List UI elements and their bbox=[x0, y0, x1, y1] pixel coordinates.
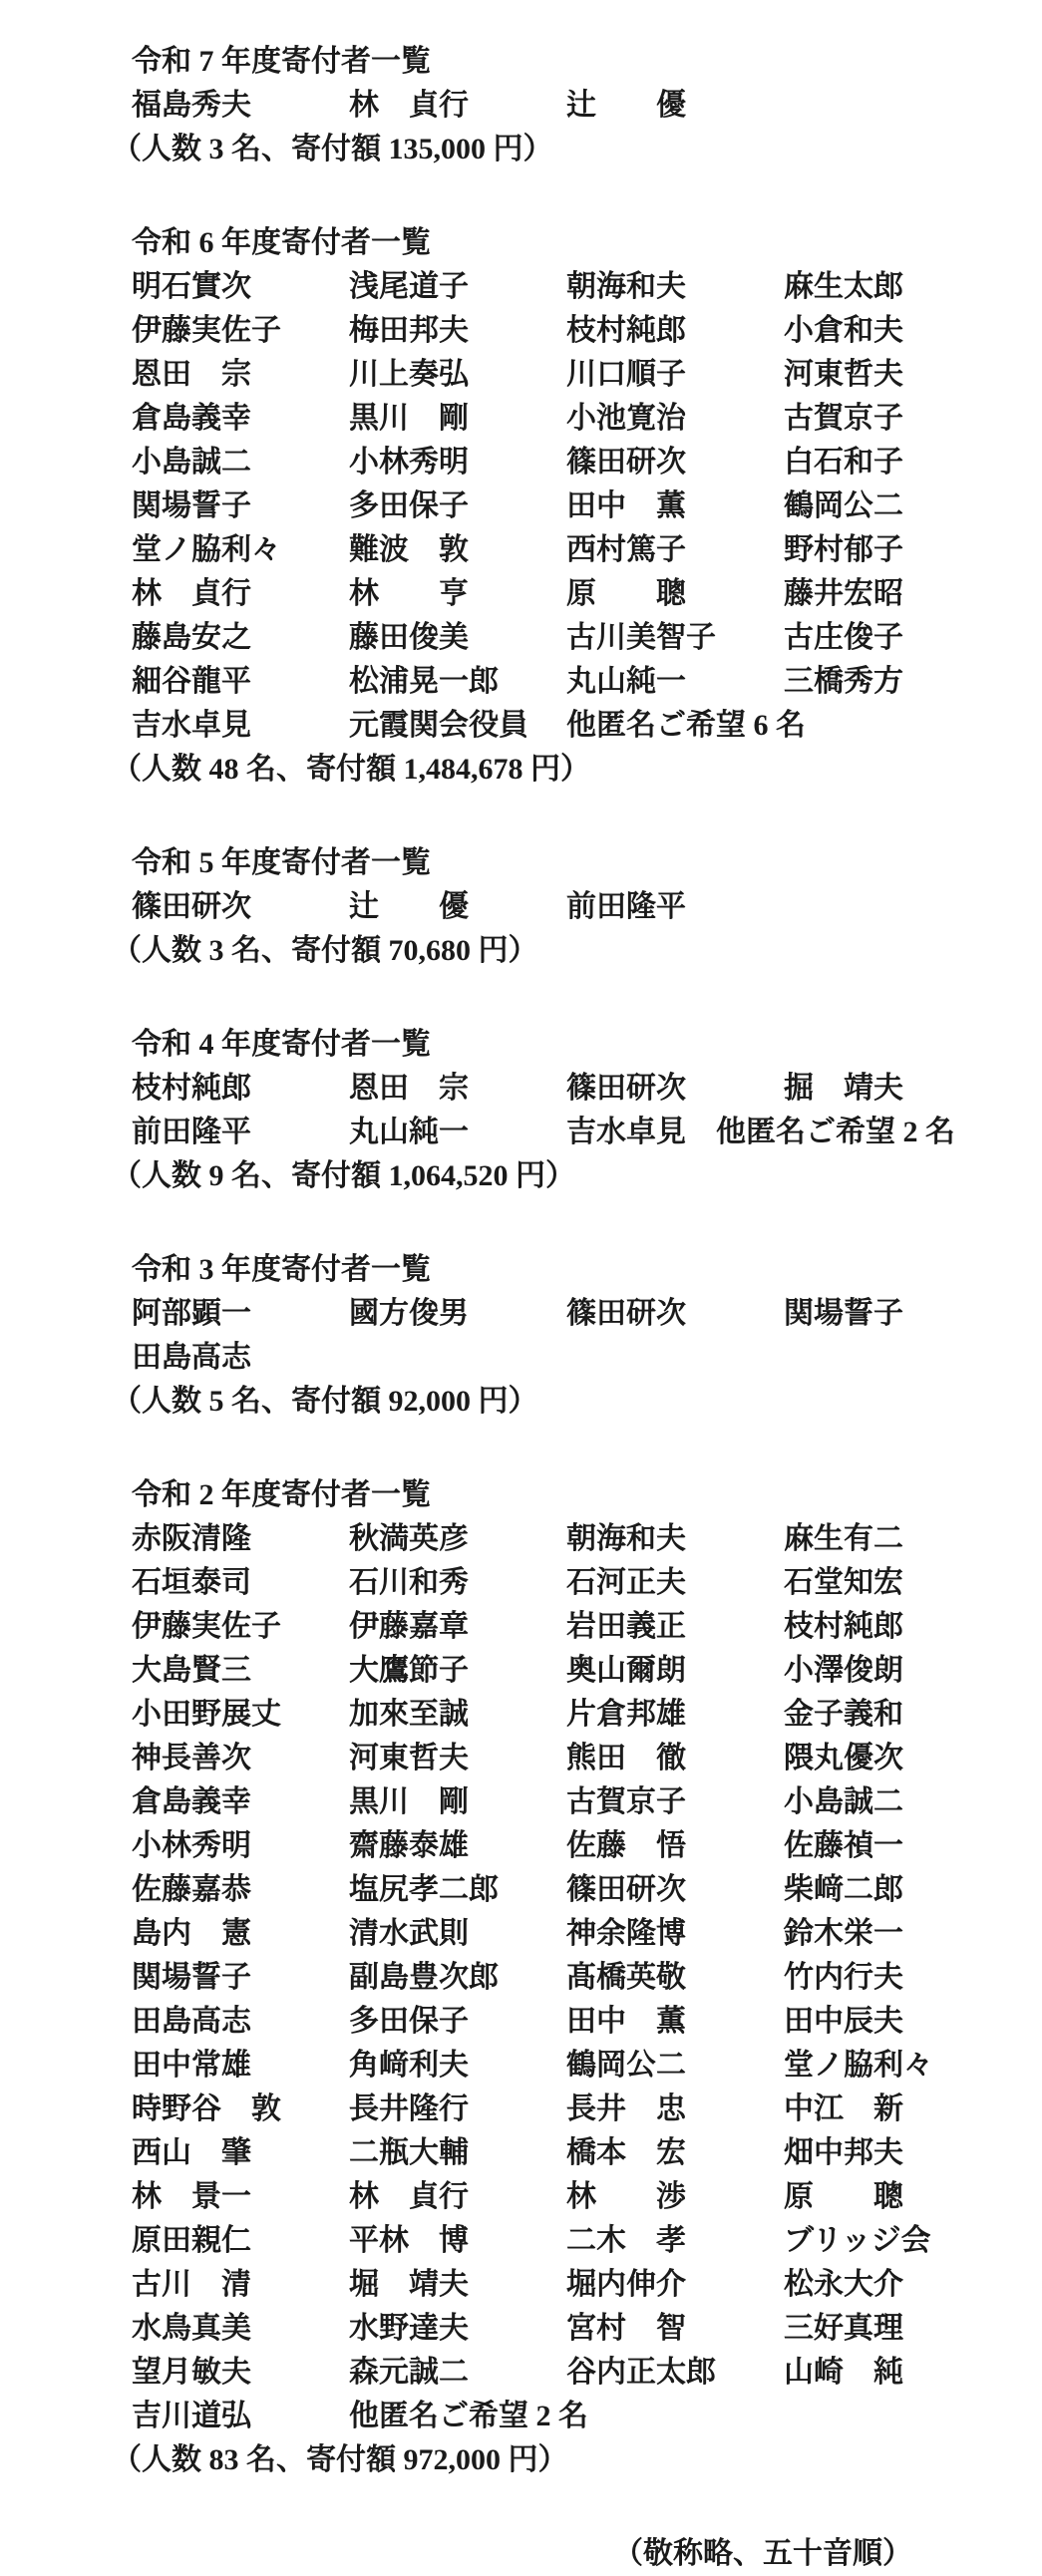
donor-name: 古賀京子 bbox=[566, 1785, 686, 1818]
donor-name: 阿部顕一 bbox=[132, 1297, 251, 1330]
fiscal-year-section bbox=[0, 1023, 1042, 1198]
donor-name: 小池寛治 bbox=[566, 402, 686, 435]
section-total: （人数 48 名、寄付額 1,484,678 円） bbox=[112, 753, 590, 786]
donor-row bbox=[0, 1605, 1042, 1649]
donor-name: 古庄俊子 bbox=[784, 621, 903, 654]
section-heading: 令和 4 年度寄付者一覧 bbox=[132, 1028, 431, 1061]
fiscal-year-section bbox=[0, 221, 1042, 792]
donor-name: 宮村 智 bbox=[566, 2312, 686, 2345]
donor-row bbox=[0, 704, 1042, 748]
donor-name: 伊藤嘉章 bbox=[349, 1610, 469, 1643]
donor-row bbox=[0, 660, 1042, 704]
donor-name: 小田野展丈 bbox=[132, 1698, 281, 1731]
donor-name: 望月敏夫 bbox=[132, 2356, 251, 2389]
donor-name: 隈丸優次 bbox=[784, 1742, 903, 1774]
donor-name: 鈴木栄一 bbox=[784, 1917, 903, 1950]
donor-name: 田島高志 bbox=[132, 2005, 251, 2038]
donor-name: 二木 孝 bbox=[566, 2224, 686, 2257]
donor-name: 元霞関会役員 bbox=[349, 709, 528, 742]
donor-name: 関場誓子 bbox=[784, 1297, 903, 1330]
donor-row bbox=[0, 265, 1042, 309]
donor-name: 篠田研次 bbox=[566, 1873, 686, 1906]
section-heading: 令和 2 年度寄付者一覧 bbox=[132, 1478, 431, 1511]
donor-name: 関場誓子 bbox=[132, 1961, 251, 1994]
donor-name: 堂ノ脇利々 bbox=[132, 533, 281, 566]
donor-name: 難波 敦 bbox=[349, 533, 469, 566]
donor-row bbox=[0, 1780, 1042, 1824]
donor-name: 黒川 剛 bbox=[349, 1785, 469, 1818]
donor-name: 神長善次 bbox=[132, 1742, 251, 1774]
donor-row bbox=[0, 1111, 1042, 1154]
donor-name: 倉島義幸 bbox=[132, 402, 251, 435]
donor-name: 角﨑利夫 bbox=[349, 2049, 469, 2082]
donor-name: 二瓶大輔 bbox=[349, 2136, 469, 2169]
donor-row bbox=[0, 1336, 1042, 1380]
donor-row bbox=[0, 1868, 1042, 1912]
donor-name: 前田隆平 bbox=[132, 1116, 251, 1148]
donor-name: 髙橋英敬 bbox=[566, 1961, 686, 1994]
donor-name: 島内 憲 bbox=[132, 1917, 251, 1950]
donor-name: 谷内正太郎 bbox=[566, 2356, 716, 2389]
donor-row bbox=[0, 2351, 1042, 2395]
donor-row bbox=[0, 484, 1042, 528]
donor-row bbox=[0, 309, 1042, 353]
donor-name: 田中 薫 bbox=[566, 2005, 686, 2038]
donor-name: 畑中邦夫 bbox=[784, 2136, 903, 2169]
donor-name: 多田保子 bbox=[349, 2005, 469, 2038]
donor-name: 林 渉 bbox=[566, 2180, 686, 2213]
donor-name: 國方俊男 bbox=[349, 1297, 469, 1330]
donor-row bbox=[0, 572, 1042, 616]
donor-row bbox=[0, 441, 1042, 484]
donor-row bbox=[0, 2307, 1042, 2351]
donor-name: 副島豊次郎 bbox=[349, 1961, 499, 1994]
donor-name: 吉水卓見 他匿名ご希望 2 名 bbox=[566, 1116, 955, 1148]
donor-name: 田中 薫 bbox=[566, 489, 686, 522]
donor-name: 大島賢三 bbox=[132, 1654, 251, 1687]
donor-row bbox=[0, 1292, 1042, 1336]
donor-row bbox=[0, 2044, 1042, 2088]
donor-name: 恩田 宗 bbox=[132, 358, 251, 391]
section-total: （人数 3 名、寄付額 135,000 円） bbox=[112, 133, 553, 165]
donor-name: 野村郁子 bbox=[784, 533, 903, 566]
donor-name: 大鷹節子 bbox=[349, 1654, 469, 1687]
donor-row bbox=[0, 616, 1042, 660]
section-total: （人数 3 名、寄付額 70,680 円） bbox=[112, 934, 538, 967]
donor-name: 片倉邦雄 bbox=[566, 1698, 686, 1731]
donor-name: 堀 靖夫 bbox=[349, 2268, 469, 2301]
donor-name: ブリッジ会 bbox=[784, 2224, 931, 2257]
donor-name: 枝村純郎 bbox=[566, 314, 686, 347]
donor-name: 福島秀夫 bbox=[132, 89, 251, 122]
donor-name: 加來至誠 bbox=[349, 1698, 469, 1731]
donor-name: 前田隆平 bbox=[566, 890, 686, 923]
donor-row bbox=[0, 2219, 1042, 2263]
donor-name: 西村篤子 bbox=[566, 533, 686, 566]
donor-name: 篠田研次 bbox=[566, 446, 686, 479]
donor-name: 林 貞行 bbox=[132, 577, 251, 610]
donor-name: 掘 靖夫 bbox=[784, 1072, 903, 1105]
donor-name: 林 景一 bbox=[132, 2180, 251, 2213]
donor-name: 小倉和夫 bbox=[784, 314, 903, 347]
donor-row bbox=[0, 1649, 1042, 1693]
donor-name: 金子義和 bbox=[784, 1698, 903, 1731]
donor-row bbox=[0, 1067, 1042, 1111]
donor-name: 多田保子 bbox=[349, 489, 469, 522]
donor-name: 岩田義正 bbox=[566, 1610, 686, 1643]
donor-name: 小島誠二 bbox=[132, 446, 251, 479]
donor-name: 柴﨑二郎 bbox=[784, 1873, 903, 1906]
donor-name: 白石和子 bbox=[784, 446, 903, 479]
donor-name: 山崎 純 bbox=[784, 2356, 903, 2389]
donor-name: 丸山純一 bbox=[566, 665, 686, 698]
donor-name: 川上奏弘 bbox=[349, 358, 469, 391]
donor-row bbox=[0, 1561, 1042, 1605]
donor-name: 石河正夫 bbox=[566, 1566, 686, 1599]
donor-name: 明石實次 bbox=[132, 270, 251, 303]
section-total: （人数 9 名、寄付額 1,064,520 円） bbox=[112, 1159, 575, 1192]
donor-name: 田中常雄 bbox=[132, 2049, 251, 2082]
section-total: （人数 83 名、寄付額 972,000 円） bbox=[112, 2443, 568, 2476]
section-heading: 令和 3 年度寄付者一覧 bbox=[132, 1253, 431, 1286]
donor-name: 関場誓子 bbox=[132, 489, 251, 522]
donor-row bbox=[0, 2131, 1042, 2175]
donor-name: 松浦晃一郎 bbox=[349, 665, 499, 698]
donor-name: 長井 忠 bbox=[566, 2093, 686, 2125]
section-total: （人数 5 名、寄付額 92,000 円） bbox=[112, 1385, 538, 1418]
donor-row bbox=[0, 2175, 1042, 2219]
donor-name: 恩田 宗 bbox=[349, 1072, 469, 1105]
donor-name: 河東哲夫 bbox=[349, 1742, 469, 1774]
donor-name: 神余隆博 bbox=[566, 1917, 686, 1950]
honorifics-note: （敬称略、五十音順） bbox=[613, 2537, 912, 2570]
donor-name: 三橋秀方 bbox=[784, 665, 903, 698]
donor-row bbox=[0, 353, 1042, 397]
donor-name: 赤阪清隆 bbox=[132, 1522, 251, 1555]
donor-name: 松永大介 bbox=[784, 2268, 903, 2301]
donor-name: 朝海和夫 bbox=[566, 270, 686, 303]
donor-name: 平林 博 bbox=[349, 2224, 469, 2257]
donor-name: 吉水卓見 bbox=[132, 709, 251, 742]
donor-row bbox=[0, 1517, 1042, 1561]
donor-name: 倉島義幸 bbox=[132, 1785, 251, 1818]
donor-name: 田島高志 bbox=[132, 1341, 251, 1374]
donor-name: 秋満英彦 bbox=[349, 1522, 469, 1555]
donor-name: 小林秀明 bbox=[349, 446, 469, 479]
donor-name: 他匿名ご希望 2 名 bbox=[349, 2400, 588, 2432]
donor-name: 藤島安之 bbox=[132, 621, 251, 654]
donor-name: 原 聰 bbox=[784, 2180, 903, 2213]
donor-name: 麻生有二 bbox=[784, 1522, 903, 1555]
donor-name: 篠田研次 bbox=[566, 1072, 686, 1105]
donor-name: 清水武則 bbox=[349, 1917, 469, 1950]
donor-name: 伊藤実佐子 bbox=[132, 1610, 281, 1643]
donor-row bbox=[0, 1737, 1042, 1780]
donor-name: 辻 優 bbox=[349, 890, 469, 923]
donor-name: 林 貞行 bbox=[349, 89, 469, 122]
donor-name: 黒川 剛 bbox=[349, 402, 469, 435]
donor-name: 川口順子 bbox=[566, 358, 686, 391]
donor-name: 枝村純郎 bbox=[132, 1072, 251, 1105]
donor-name: 竹内行夫 bbox=[784, 1961, 903, 1994]
donor-name: 古川 清 bbox=[132, 2268, 251, 2301]
donor-name: 石堂知宏 bbox=[784, 1566, 903, 1599]
donor-name: 小林秀明 bbox=[132, 1829, 251, 1862]
donor-name: 長井隆行 bbox=[349, 2093, 469, 2125]
donor-name: 篠田研次 bbox=[132, 890, 251, 923]
donor-name: 石川和秀 bbox=[349, 1566, 469, 1599]
donor-name: 梅田邦夫 bbox=[349, 314, 469, 347]
donor-row bbox=[0, 885, 1042, 929]
donor-name: 藤井宏昭 bbox=[784, 577, 903, 610]
donor-row bbox=[0, 1824, 1042, 1868]
donor-name: 小島誠二 bbox=[784, 1785, 903, 1818]
donor-row bbox=[0, 2000, 1042, 2044]
donor-name: 橋本 宏 bbox=[566, 2136, 686, 2169]
donor-row bbox=[0, 2088, 1042, 2131]
donor-row bbox=[0, 1912, 1042, 1956]
donor-name: 麻生太郎 bbox=[784, 270, 903, 303]
donor-name: 篠田研次 bbox=[566, 1297, 686, 1330]
donor-name: 佐藤 悟 bbox=[566, 1829, 686, 1862]
fiscal-year-section bbox=[0, 841, 1042, 973]
donor-name: 堀内伸介 bbox=[566, 2268, 686, 2301]
donor-name: 吉川道弘 bbox=[132, 2400, 251, 2432]
donor-name: 丸山純一 bbox=[349, 1116, 469, 1148]
donor-name: 熊田 徹 bbox=[566, 1742, 686, 1774]
donor-name: 林 貞行 bbox=[349, 2180, 469, 2213]
donor-name: 原 聰 bbox=[566, 577, 686, 610]
donor-row bbox=[0, 528, 1042, 572]
donor-name: 齋藤泰雄 bbox=[349, 1829, 469, 1862]
donor-name: 森元誠二 bbox=[349, 2356, 469, 2389]
donor-row bbox=[0, 1693, 1042, 1737]
donor-name: 浅尾道子 bbox=[349, 270, 469, 303]
donor-name: 鶴岡公二 bbox=[566, 2049, 686, 2082]
fiscal-year-section bbox=[0, 40, 1042, 171]
section-heading: 令和 6 年度寄付者一覧 bbox=[132, 226, 431, 259]
section-heading: 令和 5 年度寄付者一覧 bbox=[132, 846, 431, 879]
donor-name: 石垣泰司 bbox=[132, 1566, 251, 1599]
donor-name: 細谷龍平 bbox=[132, 665, 251, 698]
donor-name: 林 亨 bbox=[349, 577, 469, 610]
donor-name: 佐藤嘉恭 bbox=[132, 1873, 251, 1906]
fiscal-year-section bbox=[0, 1248, 1042, 1424]
donor-name: 三好真理 bbox=[784, 2312, 903, 2345]
donor-name: 原田親仁 bbox=[132, 2224, 251, 2257]
donor-name: 中江 新 bbox=[784, 2093, 903, 2125]
donor-name: 枝村純郎 bbox=[784, 1610, 903, 1643]
donor-row bbox=[0, 1956, 1042, 2000]
donor-row bbox=[0, 2263, 1042, 2307]
donor-name: 奥山爾朗 bbox=[566, 1654, 686, 1687]
donor-name: 水野達夫 bbox=[349, 2312, 469, 2345]
donor-name: 古川美智子 bbox=[566, 621, 716, 654]
fiscal-year-section bbox=[0, 1473, 1042, 2482]
donor-name: 佐藤禎一 bbox=[784, 1829, 903, 1862]
donor-name: 朝海和夫 bbox=[566, 1522, 686, 1555]
donor-name: 西山 肇 bbox=[132, 2136, 251, 2169]
donor-name: 水鳥真美 bbox=[132, 2312, 251, 2345]
donor-row bbox=[0, 2395, 1042, 2438]
donor-name: 時野谷 敦 bbox=[132, 2093, 281, 2125]
donor-row bbox=[0, 397, 1042, 441]
donor-name: 伊藤実佐子 bbox=[132, 314, 281, 347]
donor-name: 辻 優 bbox=[566, 89, 686, 122]
donor-name: 河東哲夫 bbox=[784, 358, 903, 391]
donor-row bbox=[0, 84, 1042, 128]
donor-name: 塩尻孝二郎 bbox=[349, 1873, 499, 1906]
donor-name: 小澤俊朗 bbox=[784, 1654, 903, 1687]
donor-name: 田中辰夫 bbox=[784, 2005, 903, 2038]
section-heading: 令和 7 年度寄付者一覧 bbox=[132, 45, 431, 78]
donor-name: 他匿名ご希望 6 名 bbox=[566, 709, 806, 742]
donor-name: 鶴岡公二 bbox=[784, 489, 903, 522]
donor-name: 藤田俊美 bbox=[349, 621, 469, 654]
donor-name: 堂ノ脇利々 bbox=[784, 2049, 933, 2082]
donor-name: 古賀京子 bbox=[784, 402, 903, 435]
